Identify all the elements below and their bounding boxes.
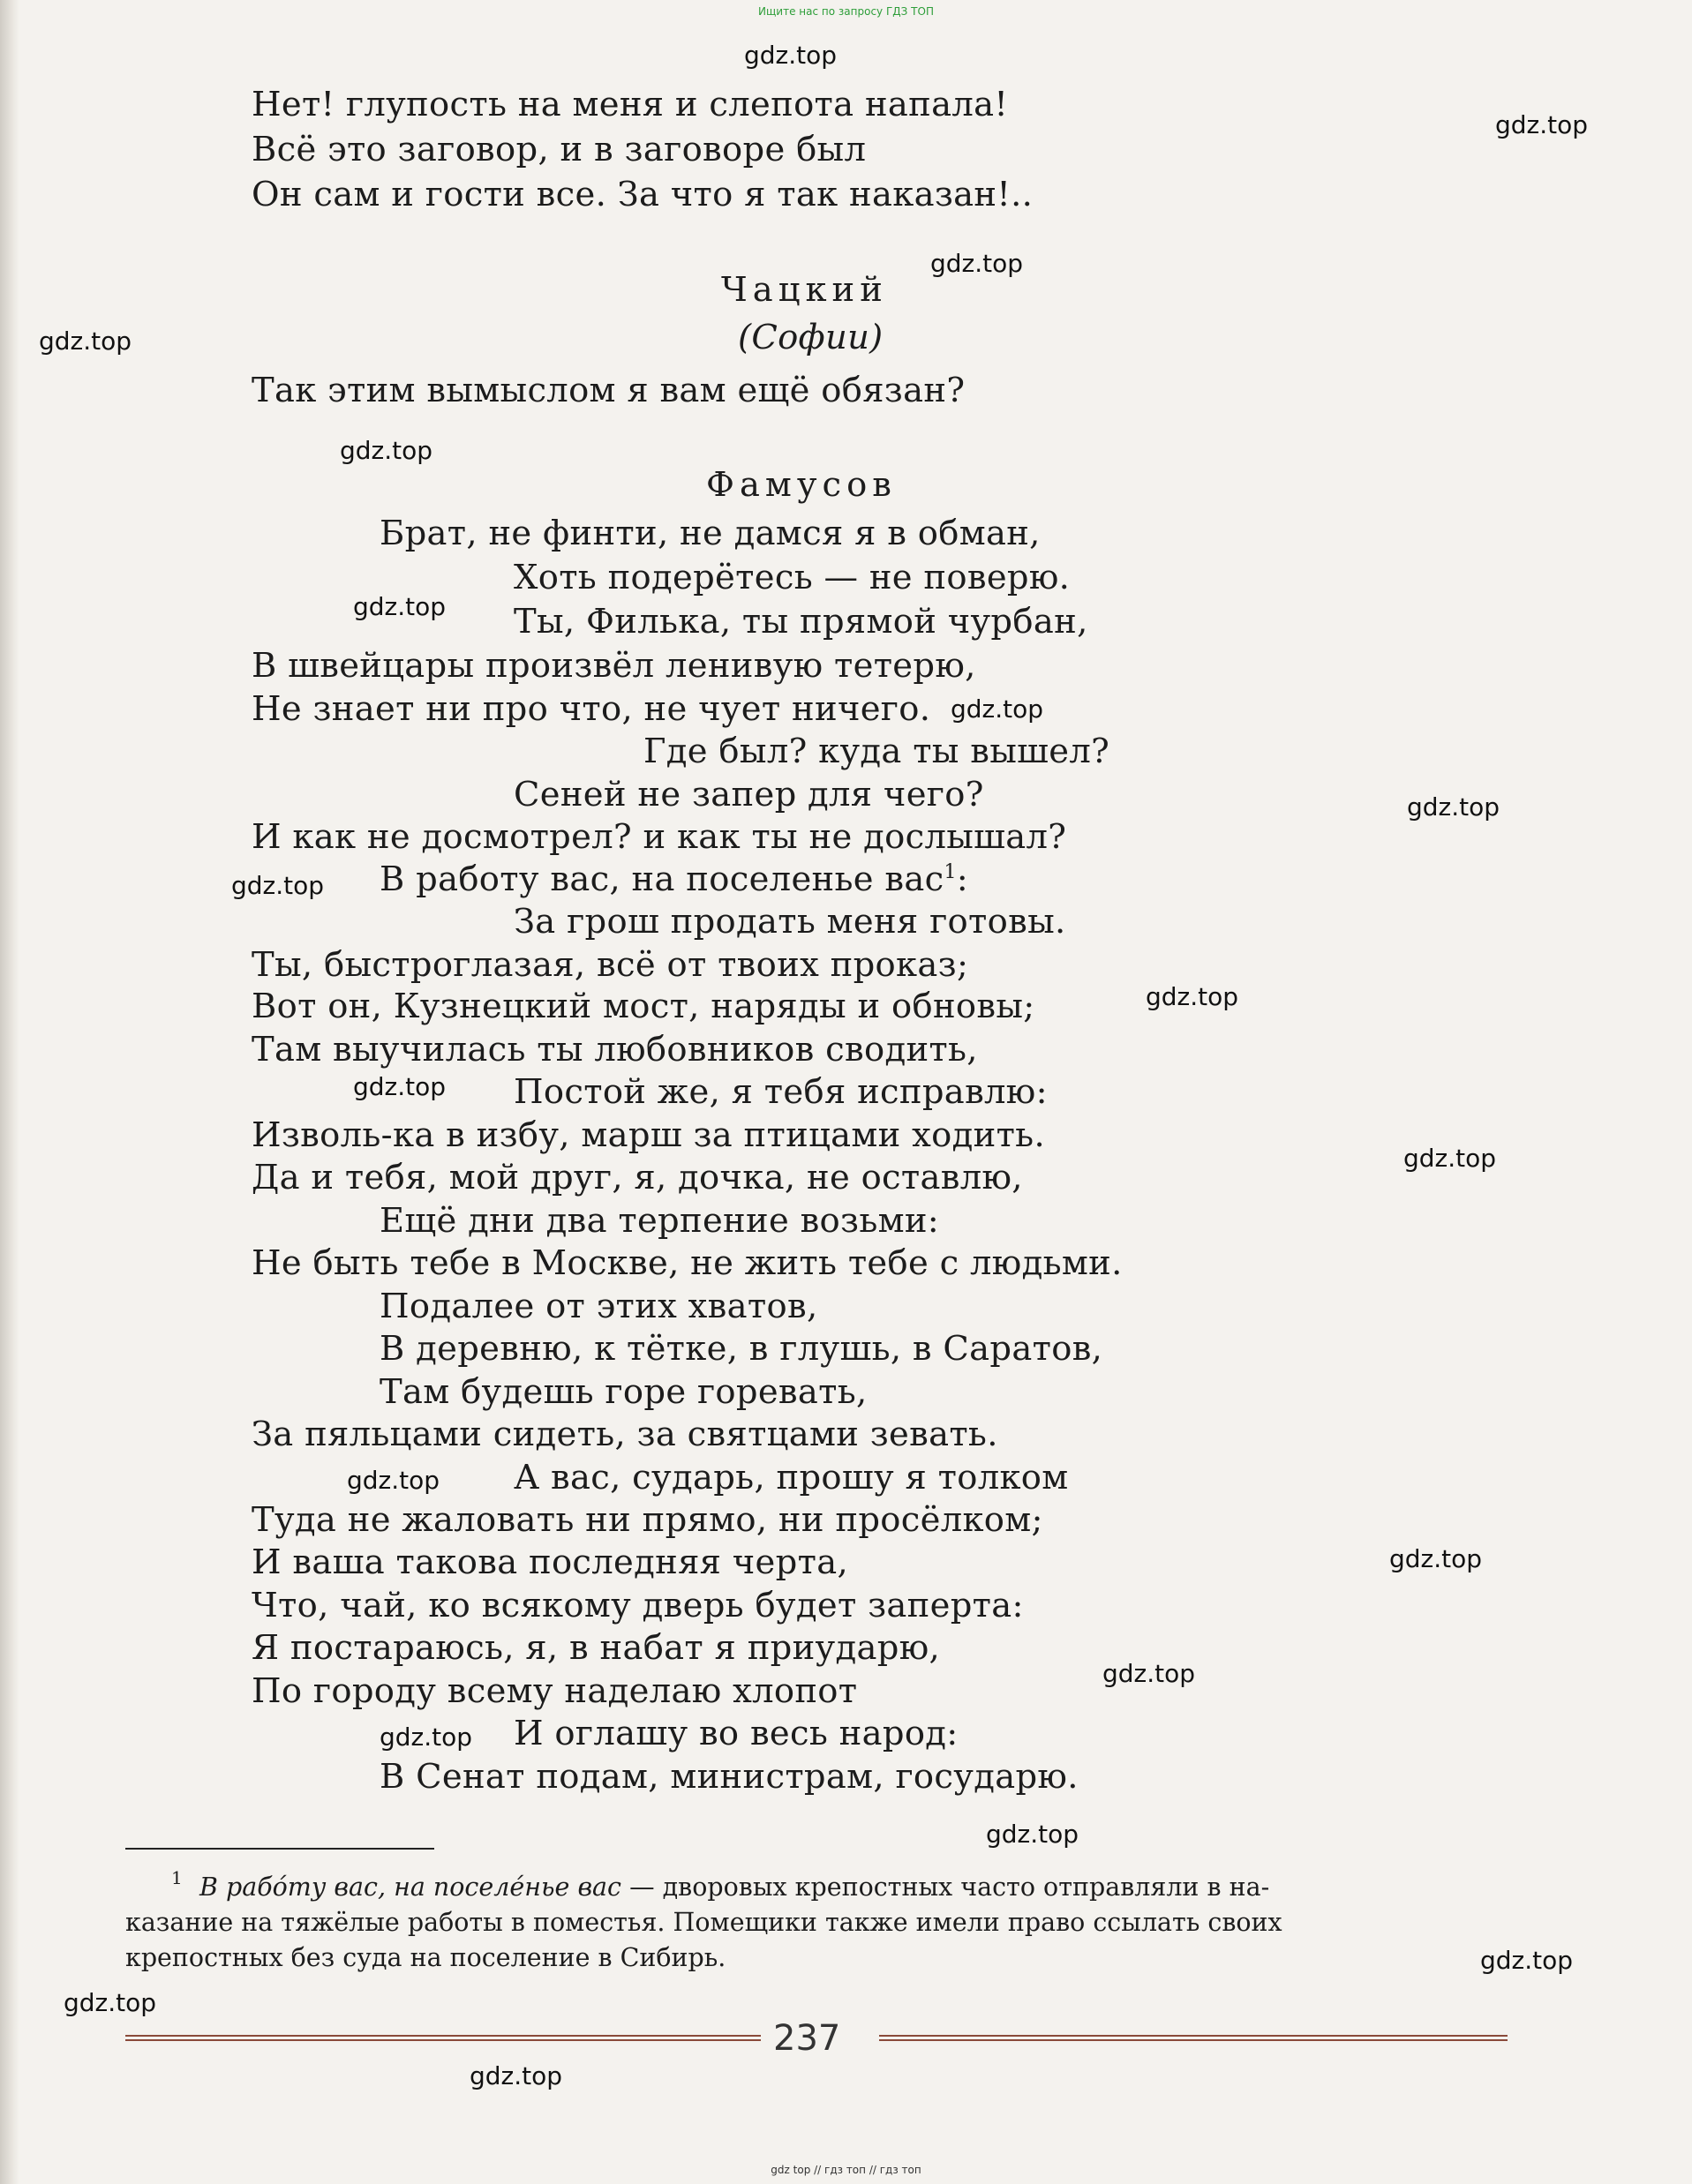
verse-line: Он сам и гости все. За что я так наказан!.. <box>252 175 1034 214</box>
watermark-link[interactable]: gdz.top <box>340 436 433 465</box>
footnote-marker[interactable]: 1 <box>944 861 957 884</box>
verse-line: И ваша такова последняя черта, <box>252 1542 848 1582</box>
verse-line: За грош продать меня готовы. <box>514 902 1066 942</box>
verse-line: Ты, быстроглазая, всё от твоих проказ; <box>252 945 969 985</box>
footnote-line-3: крепостных без суда на поселение в Сибирь. <box>125 1943 726 1972</box>
verse-line: В Сенат подам, министрам, государю. <box>380 1757 1079 1797</box>
verse-line: Там будешь горе горевать, <box>380 1372 868 1412</box>
watermark-link[interactable]: gdz.top <box>380 1722 473 1752</box>
stage-direction: (Софии) <box>738 318 884 357</box>
footnote-divider <box>125 1848 434 1850</box>
watermark-link[interactable]: gdz.top <box>1480 1946 1574 1975</box>
verse-line: В деревню, к тётке, в глушь, в Саратов, <box>380 1329 1103 1369</box>
verse-line: Ещё дни два терпение возьми: <box>380 1201 940 1241</box>
footnote-line-1 <box>199 1873 1269 1902</box>
watermark-link[interactable]: gdz.top <box>1403 1144 1497 1173</box>
verse-line: За пяльцами сидеть, за святцами зевать. <box>252 1415 998 1454</box>
verse-line: Где был? куда ты вышел? <box>643 732 1110 771</box>
verse-text: В работу вас, на поселенье вас <box>380 859 944 899</box>
watermark-link[interactable]: gdz.top <box>39 326 132 356</box>
verse-line: Всё это заговор, и в заговоре был <box>252 130 867 169</box>
page-rule-left <box>125 2035 761 2041</box>
watermark-link[interactable]: gdz.top <box>353 1072 447 1101</box>
watermark-link[interactable]: gdz.top <box>951 694 1044 724</box>
verse-line: Брат, не финти, не дамся я в обман, <box>380 514 1041 553</box>
watermark-link[interactable]: gdz.top <box>1102 1659 1196 1688</box>
watermark-link[interactable]: gdz.top <box>470 2061 563 2090</box>
verse-line: Нет! глупость на меня и слепота напала! <box>252 85 1009 124</box>
verse-line: Не знает ни про что, не чует ничего. <box>252 689 931 729</box>
verse-line: А вас, сударь, прошу я толком <box>514 1458 1069 1497</box>
verse-line: Изволь-ка в избу, марш за птицами ходить. <box>252 1115 1045 1155</box>
verse-line: Я постараюсь, я, в набат я приударю, <box>252 1628 941 1668</box>
watermark-link[interactable]: gdz.top <box>1146 982 1239 1011</box>
verse-line: Постой же, я тебя исправлю: <box>514 1072 1048 1112</box>
footnote-term: В рабо́ту вас, на поселе́нье вас <box>199 1873 622 1902</box>
watermark-link[interactable]: gdz.top <box>744 41 838 70</box>
speaker-name: Фамусов <box>706 465 897 505</box>
verse-line: По городу всему наделаю хлопот <box>252 1671 858 1711</box>
verse-line: Так этим вымыслом я вам ещё обязан? <box>252 371 966 410</box>
watermark-link[interactable]: gdz.top <box>353 592 447 621</box>
verse-line: И оглашу во весь народ: <box>514 1714 959 1753</box>
verse-line: Вот он, Кузнецкий мост, наряды и обновы; <box>252 987 1035 1026</box>
verse-line: Хоть подерётесь — не поверю. <box>514 558 1071 597</box>
watermark-link[interactable]: gdz.top <box>347 1466 440 1495</box>
watermark-link[interactable]: gdz.top <box>986 1820 1079 1849</box>
verse-line: Ты, Филька, ты прямой чурбан, <box>514 602 1088 642</box>
verse-line: Да и тебя, мой друг, я, дочка, не оставлю, <box>252 1158 1023 1197</box>
watermark-link[interactable]: gdz.top <box>930 249 1024 278</box>
speaker-name: Чацкий <box>721 270 888 310</box>
top-banner[interactable]: Ищите нас по запросу ГДЗ ТОП <box>758 5 934 18</box>
bottom-banner[interactable]: gdz top // гдз топ // гдз топ <box>771 2164 921 2176</box>
verse-line: Не быть тебе в Москве, не жить тебе с людьми. <box>252 1243 1123 1283</box>
verse-line: Подалее от этих хватов, <box>380 1287 818 1326</box>
verse-line: Туда не жаловать ни прямо, ни просёлком; <box>252 1500 1043 1540</box>
watermark-link[interactable]: gdz.top <box>64 1988 157 2017</box>
page-rule-right <box>879 2035 1508 2041</box>
verse-line: Что, чай, ко всякому дверь будет заперта: <box>252 1586 1024 1625</box>
verse-line: Сеней не запер для чего? <box>514 775 984 814</box>
footnote-line-2: казание на тяжёлые работы в поместья. Помещики также имели право ссылать своих <box>125 1908 1282 1937</box>
verse-line-with-footnote <box>380 859 968 899</box>
verse-line: Там выучилась ты любовников сводить, <box>252 1030 978 1069</box>
footnote-number: 1 <box>171 1867 183 1888</box>
footnote-text: — дворовых крепостных часто отправляли в на- <box>621 1873 1270 1902</box>
watermark-link[interactable]: gdz.top <box>1389 1544 1483 1573</box>
verse-line: В швейцары произвёл ленивую тетерю, <box>252 646 976 686</box>
colon: : <box>956 859 969 899</box>
watermark-link[interactable]: gdz.top <box>231 871 325 900</box>
verse-line: И как не досмотрел? и как ты не дослышал? <box>252 817 1067 857</box>
watermark-link[interactable]: gdz.top <box>1495 110 1589 139</box>
page-binding-shadow <box>0 0 19 2184</box>
watermark-link[interactable]: gdz.top <box>1407 792 1500 822</box>
page-number: 237 <box>773 2018 841 2059</box>
